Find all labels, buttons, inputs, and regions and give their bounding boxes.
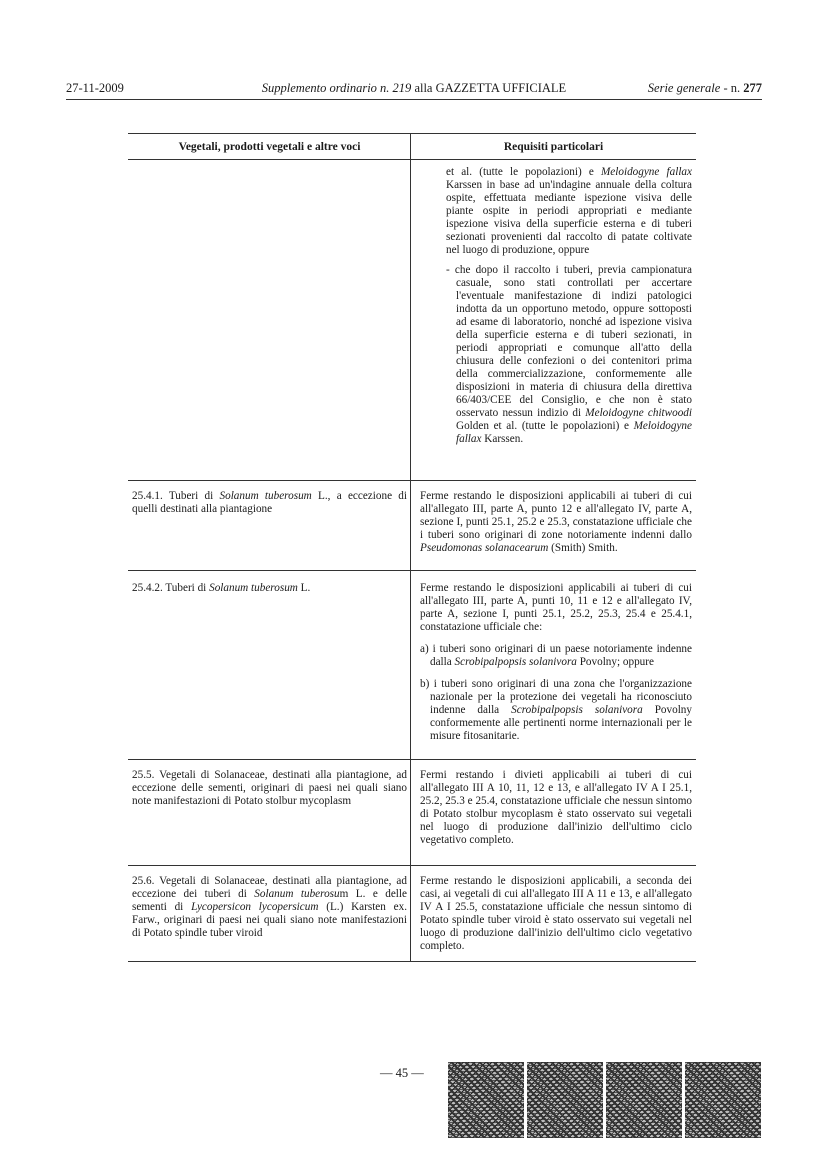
cell-item-25-4-1: 25.4.1. Tuberi di Solanum tuberosum L., a eccezione di quelli destinati alla piantagione	[132, 490, 407, 515]
requirement-intro: Ferme restando le disposizioni applicabili ai tuberi di cui all'allegato III, parte A, punti 10, 11 e 12 e all'allegato IV, parte A, sezione I, punti 25.1, 25.2, 25.3, 25.4 e 25.4.1, constatazione ufficiale che:	[420, 582, 692, 633]
barcode-image	[448, 1062, 524, 1138]
cell-requirement-25-6: Ferme restando le disposizioni applicabili, a seconda dei casi, ai vegetali di cui all'allegato III A 11 e 13, e all'allegato IV A I 25.5, constatazione ufficiale che nessun sintomo di Potato spindle tuber viroid è stato osservato sui vegetali nel luogo di produzione dall'inizio dell'ultimo ciclo vegetativo completo.	[420, 875, 692, 952]
header-series-label: Serie generale	[647, 81, 721, 95]
cell-items-empty	[128, 160, 411, 480]
cell-item-25-5: 25.5. Vegetali di Solanaceae, destinati alla piantagione, ad eccezione delle sementi, originari di paesi nei quali siano note manifestazioni di Potato stolbur mycoplasm	[132, 769, 407, 807]
cell-requirements	[411, 160, 696, 480]
cell-requirement-25-4-2	[411, 571, 696, 759]
cell-item-25-6: 25.6. Vegetali di Solanaceae, destinati alla piantagione, ad eccezione dei tuberi di Solanum tuberosum L. e delle sementi di Lycopersicon lycopersicum (L.) Karsten ex. Farw., originari di paesi nei quali siano note manifestazioni di Potato spindle tuber viroid	[132, 875, 408, 939]
header-series-sep: - n.	[720, 81, 744, 95]
cell-requirement-25-5: Fermi restando i divieti applicabili ai tuberi di cui all'allegato III A 10, 11, 12 e 13, e all'allegato IV A I 25.1, 25.2, 25.3 e 25.4, constatazione ufficiale che nessun sintomo di Potato stolbur mycoplasm è stato osservato sui vegetali nel luogo di produzione dall'inizio dell'ultimo ciclo vegetativo completo.	[420, 769, 692, 846]
header-supplement: Supplemento ordinario n. 219	[261, 81, 412, 95]
requirements-table	[128, 133, 696, 962]
cell-requirement-25-4-1: Ferme restando le disposizioni applicabili ai tuberi di cui all'allegato III, parte A, punto 12 e all'allegato IV, parte A, sezione I, punti 25.1, 25.2 e 25.3, constatazione ufficiale che i tuberi sono originari di zone notoriamente indenni dallo Pseudomonas solanacearum (Smith) Smith.	[420, 490, 692, 554]
column-header-items: Vegetali, prodotti vegetali e altre voci	[178, 140, 361, 153]
header-series	[648, 81, 762, 96]
column-header-requirements: Requisiti particolari	[503, 140, 604, 153]
header-date: 27-11-2009	[66, 81, 124, 95]
page-header	[66, 81, 762, 97]
table-row-25-4-2	[128, 570, 696, 759]
requirement-option-b: b) i tuberi sono originari di una zona che l'organizzazione nazionale per la protezione dei vegetali ha riconosciuto indenne dalla Scrobipalpopsis solanivora Povolny conformemente alle pertinenti norme internazionali per le misure fitosanitarie.	[420, 678, 692, 742]
requirement-option-a: a) i tuberi sono originari di un paese notoriamente indenne dalla Scrobipalpopsis solanivora Povolny; oppure	[420, 643, 692, 668]
cell-item-25-4-2: 25.4.2. Tuberi di Solanum tuberosum L.	[132, 582, 311, 594]
table-row-25-5	[128, 759, 696, 865]
header-gazzetta: alla GAZZETTA UFFICIALE	[411, 81, 567, 95]
header-series-number: 277	[743, 81, 762, 95]
header-rule	[66, 99, 762, 100]
table-header	[128, 134, 696, 160]
barcode-image	[685, 1062, 761, 1138]
table-row-25-6	[128, 865, 696, 961]
column-divider	[410, 134, 411, 961]
footer-barcodes	[448, 1062, 761, 1138]
table-row-continuation	[128, 160, 696, 480]
continuation-paragraph-1: et al. (tutte le popolazioni) e Meloidogyne fallax Karssen in base ad un'indagine annuale della coltura ospite, effettuata mediante ispezione visiva delle piante ospite in periodi appropriati e mediante ispezione visiva della superficie esterna e di tuberi sezionati provenienti dal raccolto di patate coltivate nel luogo di produzione, oppure	[446, 166, 692, 256]
barcode-image	[527, 1062, 603, 1138]
table-row-25-4-1	[128, 480, 696, 570]
continuation-paragraph-2: - che dopo il raccolto i tuberi, previa campionatura casuale, sono stati controllati per accertare l'eventuale manifestazione di indizi patologici indotta da un opportuno metodo, oppure sottoposti ad esame di laboratorio, nonché ad ispezione visiva della superficie esterna e di tuberi sezionati, in periodi appropriati e comunque all'atto della chiusura delle confezioni o dei contenitori prima della commercializzazione, conformemente alle disposizioni in materia di chiusura della direttiva 66/403/CEE del Consiglio, e che non è stato osservato nessun indizio di Meloidogyne chitwoodi Golden et al. (tutte le popolazioni) e Meloidogyne fallax Karssen.	[446, 264, 693, 445]
page-number: — 45 —	[380, 1066, 424, 1080]
barcode-image	[606, 1062, 682, 1138]
